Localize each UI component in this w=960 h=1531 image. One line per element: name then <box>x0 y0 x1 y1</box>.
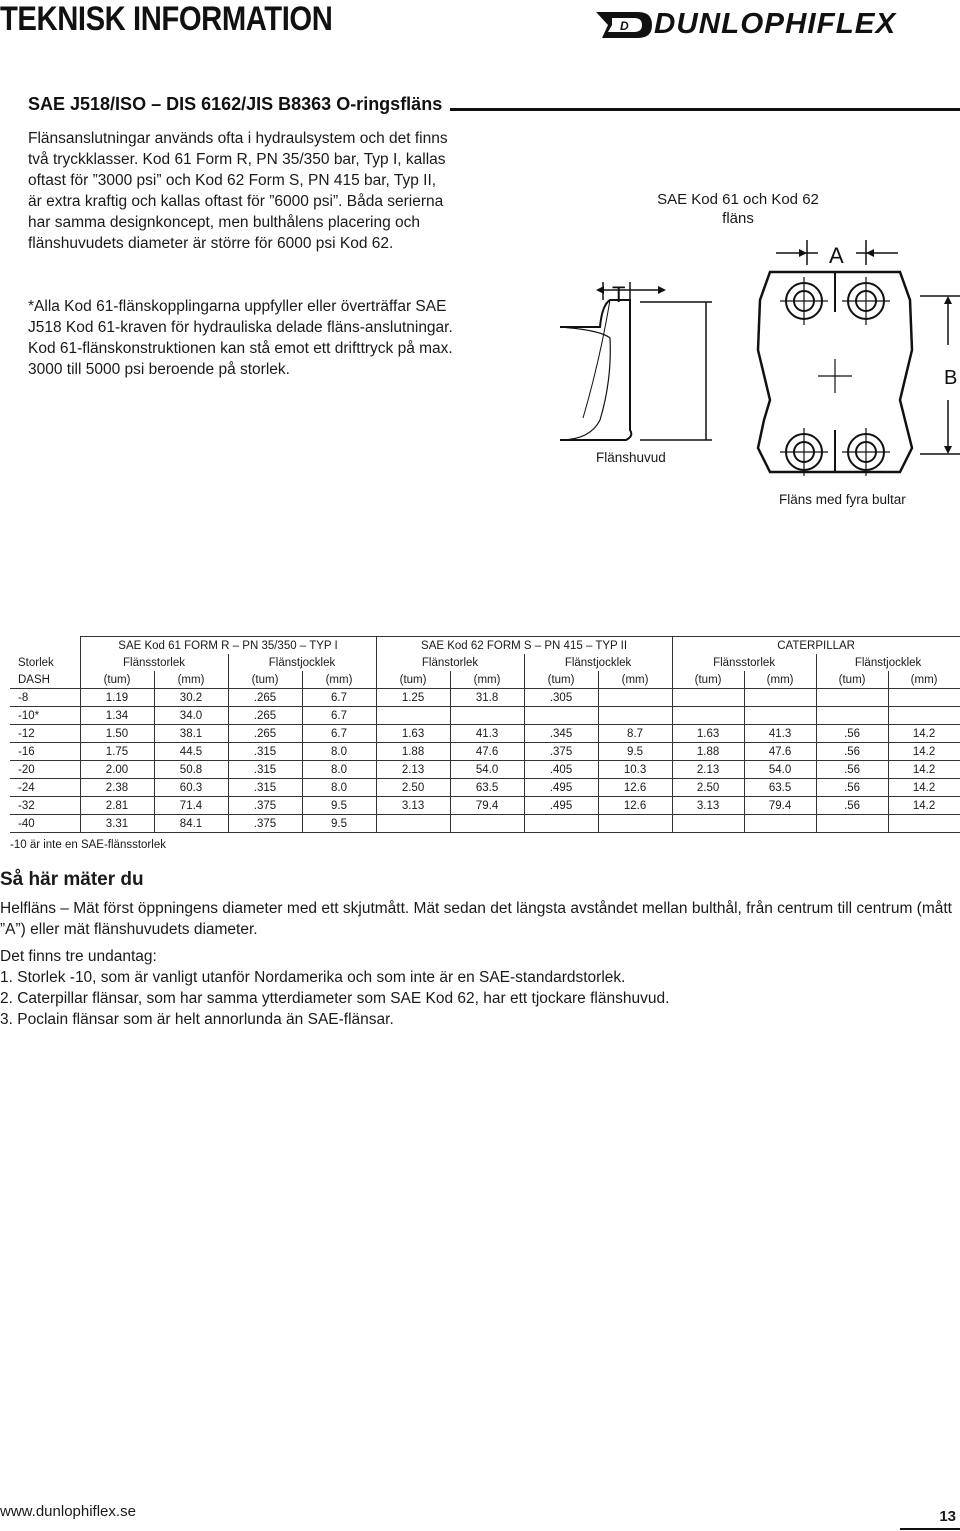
col-flansstorlek: Flänsstorlek <box>80 654 228 671</box>
table-cell: 1.34 <box>80 707 154 725</box>
col-flanstjocklek: Flänstjocklek <box>816 654 960 671</box>
table-cell <box>888 689 960 707</box>
table-cell: .265 <box>228 725 302 743</box>
table-cell: 63.5 <box>450 779 524 797</box>
table-group-header <box>10 637 960 655</box>
unit-cell: (mm) <box>450 671 524 689</box>
table-cell <box>524 707 598 725</box>
col-storlek: Storlek <box>10 654 80 671</box>
table-cell: 54.0 <box>450 761 524 779</box>
table-cell: .375 <box>228 797 302 815</box>
col-dash: DASH <box>10 671 80 689</box>
table-cell: .56 <box>816 761 888 779</box>
table-row <box>10 689 960 707</box>
table-cell: 9.5 <box>302 797 376 815</box>
table-cell: .56 <box>816 743 888 761</box>
label-a: A <box>829 243 844 268</box>
table-footnote: -10 är inte en SAE-flänsstorlek <box>10 839 166 851</box>
table-cell: 1.88 <box>376 743 450 761</box>
dunlop-hiflex-logo <box>594 4 954 46</box>
table-cell: .495 <box>524 779 598 797</box>
table-cell: 8.0 <box>302 761 376 779</box>
unit-cell: (tum) <box>80 671 154 689</box>
table-cell: 71.4 <box>154 797 228 815</box>
flange-diagram <box>560 225 960 485</box>
unit-cell: (tum) <box>672 671 744 689</box>
table-cell: .345 <box>524 725 598 743</box>
group-kod62: SAE Kod 62 FORM S – PN 415 – TYP II <box>376 637 672 655</box>
table-cell <box>672 815 744 833</box>
unit-cell: (mm) <box>888 671 960 689</box>
table-cell: 14.2 <box>888 761 960 779</box>
unit-cell: (mm) <box>302 671 376 689</box>
table-row <box>10 707 960 725</box>
table-row <box>10 743 960 761</box>
table-cell: 2.13 <box>376 761 450 779</box>
table-cell: .305 <box>524 689 598 707</box>
table-cell <box>598 815 672 833</box>
table-cell <box>744 689 816 707</box>
table-cell: 3.13 <box>376 797 450 815</box>
dash-size-cell: -40 <box>10 815 80 833</box>
table-cell: .265 <box>228 707 302 725</box>
table-cell <box>816 707 888 725</box>
table-cell: 2.81 <box>80 797 154 815</box>
label-four-bolt-flange: Fläns med fyra bultar <box>779 492 906 507</box>
table-row <box>10 725 960 743</box>
table-cell: 31.8 <box>450 689 524 707</box>
table-cell: 1.63 <box>376 725 450 743</box>
table-cell <box>598 689 672 707</box>
table-cell: 54.0 <box>744 761 816 779</box>
table-cell: 50.8 <box>154 761 228 779</box>
table-row <box>10 779 960 797</box>
page-number: 13 <box>939 1508 956 1525</box>
table-cell: .315 <box>228 743 302 761</box>
table-cell: 3.13 <box>672 797 744 815</box>
table-cell: 9.5 <box>302 815 376 833</box>
table-cell <box>376 707 450 725</box>
exception-item-1: 1. Storlek -10, som är vanligt utanför Nordamerika och som inte är en SAE-standardstorlek. <box>0 969 626 986</box>
table-cell: 8.0 <box>302 743 376 761</box>
table-cell: 9.5 <box>598 743 672 761</box>
table-cell <box>598 707 672 725</box>
table-cell <box>888 707 960 725</box>
table-cell <box>672 689 744 707</box>
table-cell <box>376 815 450 833</box>
table-cell <box>450 815 524 833</box>
table-cell: 2.13 <box>672 761 744 779</box>
unit-cell: (tum) <box>228 671 302 689</box>
measure-section <box>0 898 960 1030</box>
table-cell <box>816 689 888 707</box>
table-cell: 12.6 <box>598 779 672 797</box>
table-cell: 8.7 <box>598 725 672 743</box>
group-kod61: SAE Kod 61 FORM R – PN 35/350 – TYP I <box>80 637 376 655</box>
table-cell <box>744 707 816 725</box>
unit-cell: (tum) <box>524 671 598 689</box>
table-row <box>10 761 960 779</box>
table-subheader <box>10 654 960 671</box>
label-b: B <box>944 367 958 389</box>
table-cell: .315 <box>228 779 302 797</box>
table-cell: 60.3 <box>154 779 228 797</box>
exceptions-intro: Det finns tre undantag: <box>0 948 157 965</box>
table-cell: .56 <box>816 779 888 797</box>
table-cell: 47.6 <box>450 743 524 761</box>
unit-cell: (mm) <box>598 671 672 689</box>
table-cell: 6.7 <box>302 689 376 707</box>
table-cell: 79.4 <box>744 797 816 815</box>
page-title: TEKNISK INFORMATION <box>0 0 333 38</box>
unit-cell: (mm) <box>744 671 816 689</box>
diagram-title-line1: SAE Kod 61 och Kod 62 <box>657 191 819 208</box>
logo-text: DUNLOPHIFLEX <box>654 8 897 40</box>
table-cell: 2.38 <box>80 779 154 797</box>
dash-size-cell: -24 <box>10 779 80 797</box>
dunlop-flying-d-icon <box>594 4 654 46</box>
dash-size-cell: -32 <box>10 797 80 815</box>
table-cell: 14.2 <box>888 725 960 743</box>
flange-head-edge <box>583 300 610 418</box>
footer-rule <box>900 1528 960 1530</box>
table-cell: .315 <box>228 761 302 779</box>
table-cell: 44.5 <box>154 743 228 761</box>
table-cell <box>744 815 816 833</box>
table-cell: 30.2 <box>154 689 228 707</box>
unit-cell: (mm) <box>154 671 228 689</box>
table-cell: 41.3 <box>744 725 816 743</box>
table-cell: 14.2 <box>888 743 960 761</box>
table-cell: 2.50 <box>376 779 450 797</box>
table-cell: .56 <box>816 797 888 815</box>
table-cell: 63.5 <box>744 779 816 797</box>
measure-paragraph: Helfläns – Mät först öppningens diameter med ett skjutmått. Mät sedan det längsta avståndet mellan bulthål, från centrum till centrum (mått ”A”) eller mät flänshuvudets diameter. <box>0 900 952 938</box>
table-cell: 84.1 <box>154 815 228 833</box>
table-cell: 1.63 <box>672 725 744 743</box>
table-cell: 2.50 <box>672 779 744 797</box>
svg-text:D: D <box>620 19 629 33</box>
diagram-title-line2: fläns <box>722 210 754 227</box>
exception-item-2: 2. Caterpillar flänsar, som har samma ytterdiameter som SAE Kod 62, har ett tjockare flänshuvud. <box>0 990 670 1007</box>
col-flansstorlek: Flänsstorlek <box>672 654 816 671</box>
table-cell: 12.6 <box>598 797 672 815</box>
unit-cell: (tum) <box>816 671 888 689</box>
footer-url[interactable]: www.dunlophiflex.se <box>0 1503 136 1520</box>
exception-item-3: 3. Poclain flänsar som är helt annorlunda än SAE-flänsar. <box>0 1011 394 1028</box>
table-cell <box>450 707 524 725</box>
table-cell: .405 <box>524 761 598 779</box>
label-flange-head: Flänshuvud <box>596 450 666 465</box>
dash-size-cell: -10* <box>10 707 80 725</box>
table-cell: .495 <box>524 797 598 815</box>
dash-size-cell: -8 <box>10 689 80 707</box>
table-cell <box>888 815 960 833</box>
table-cell: 41.3 <box>450 725 524 743</box>
table-cell <box>816 815 888 833</box>
table-cell: 34.0 <box>154 707 228 725</box>
table-cell: 1.19 <box>80 689 154 707</box>
table-cell: .265 <box>228 689 302 707</box>
table-cell <box>672 707 744 725</box>
group-caterpillar: CATERPILLAR <box>672 637 960 655</box>
dash-size-cell: -12 <box>10 725 80 743</box>
table-cell: 79.4 <box>450 797 524 815</box>
dash-size-cell: -16 <box>10 743 80 761</box>
col-flanstorlek: Flänstorlek <box>376 654 524 671</box>
table-cell: 3.31 <box>80 815 154 833</box>
table-cell: 14.2 <box>888 797 960 815</box>
table-row <box>10 797 960 815</box>
table-cell: 10.3 <box>598 761 672 779</box>
intro-paragraph: Flänsanslutningar används ofta i hydraulsystem och det finns två tryckklasser. Kod 61 Form R, PN 35/350 bar, Typ I, kallas oftast för ”3000 psi” och Kod 62 Form S, PN 415 bar, Typ II, är extra kraftig och kallas oftast för ”6000 psi”. Båda serierna har samma designkoncept, men bulthålens placering och flänshuvudets diameter är större för 6000 psi Kod 62. <box>28 130 448 252</box>
col-flanstjocklek: Flänstjocklek <box>524 654 672 671</box>
table-cell: 38.1 <box>154 725 228 743</box>
table-cell: 6.7 <box>302 707 376 725</box>
table-cell: 47.6 <box>744 743 816 761</box>
table-cell: .375 <box>228 815 302 833</box>
table-cell: .56 <box>816 725 888 743</box>
table-cell: 1.75 <box>80 743 154 761</box>
table-cell <box>524 815 598 833</box>
table-cell: 2.00 <box>80 761 154 779</box>
flange-spec-table <box>10 636 960 833</box>
unit-cell: (tum) <box>376 671 450 689</box>
table-cell: 1.50 <box>80 725 154 743</box>
label-t: T <box>612 282 626 307</box>
note-paragraph: *Alla Kod 61-flänskopplingarna uppfyller eller överträffar SAE J518 Kod 61-kraven för hydrauliska delade fläns-anslutningar. Kod 61-flänskonstruktionen kan stå emot ett drifttryck på max. 3000 till 5000 psi beroende på storlek. <box>28 298 453 378</box>
table-cell: 1.25 <box>376 689 450 707</box>
section-title: SAE J518/ISO – DIS 6162/JIS B8363 O-ringsfläns <box>28 94 443 114</box>
col-flanstjocklek: Flänstjocklek <box>228 654 376 671</box>
measure-title: Så här mäter du <box>0 869 144 890</box>
diagram-title <box>638 190 838 228</box>
table-units-row <box>10 671 960 689</box>
table-cell: 1.88 <box>672 743 744 761</box>
table-cell: 14.2 <box>888 779 960 797</box>
table-cell: .375 <box>524 743 598 761</box>
table-cell: 6.7 <box>302 725 376 743</box>
table-row <box>10 815 960 833</box>
table-cell: 8.0 <box>302 779 376 797</box>
dash-size-cell: -20 <box>10 761 80 779</box>
title-rule <box>450 108 960 111</box>
flange-head-inner <box>560 327 610 440</box>
